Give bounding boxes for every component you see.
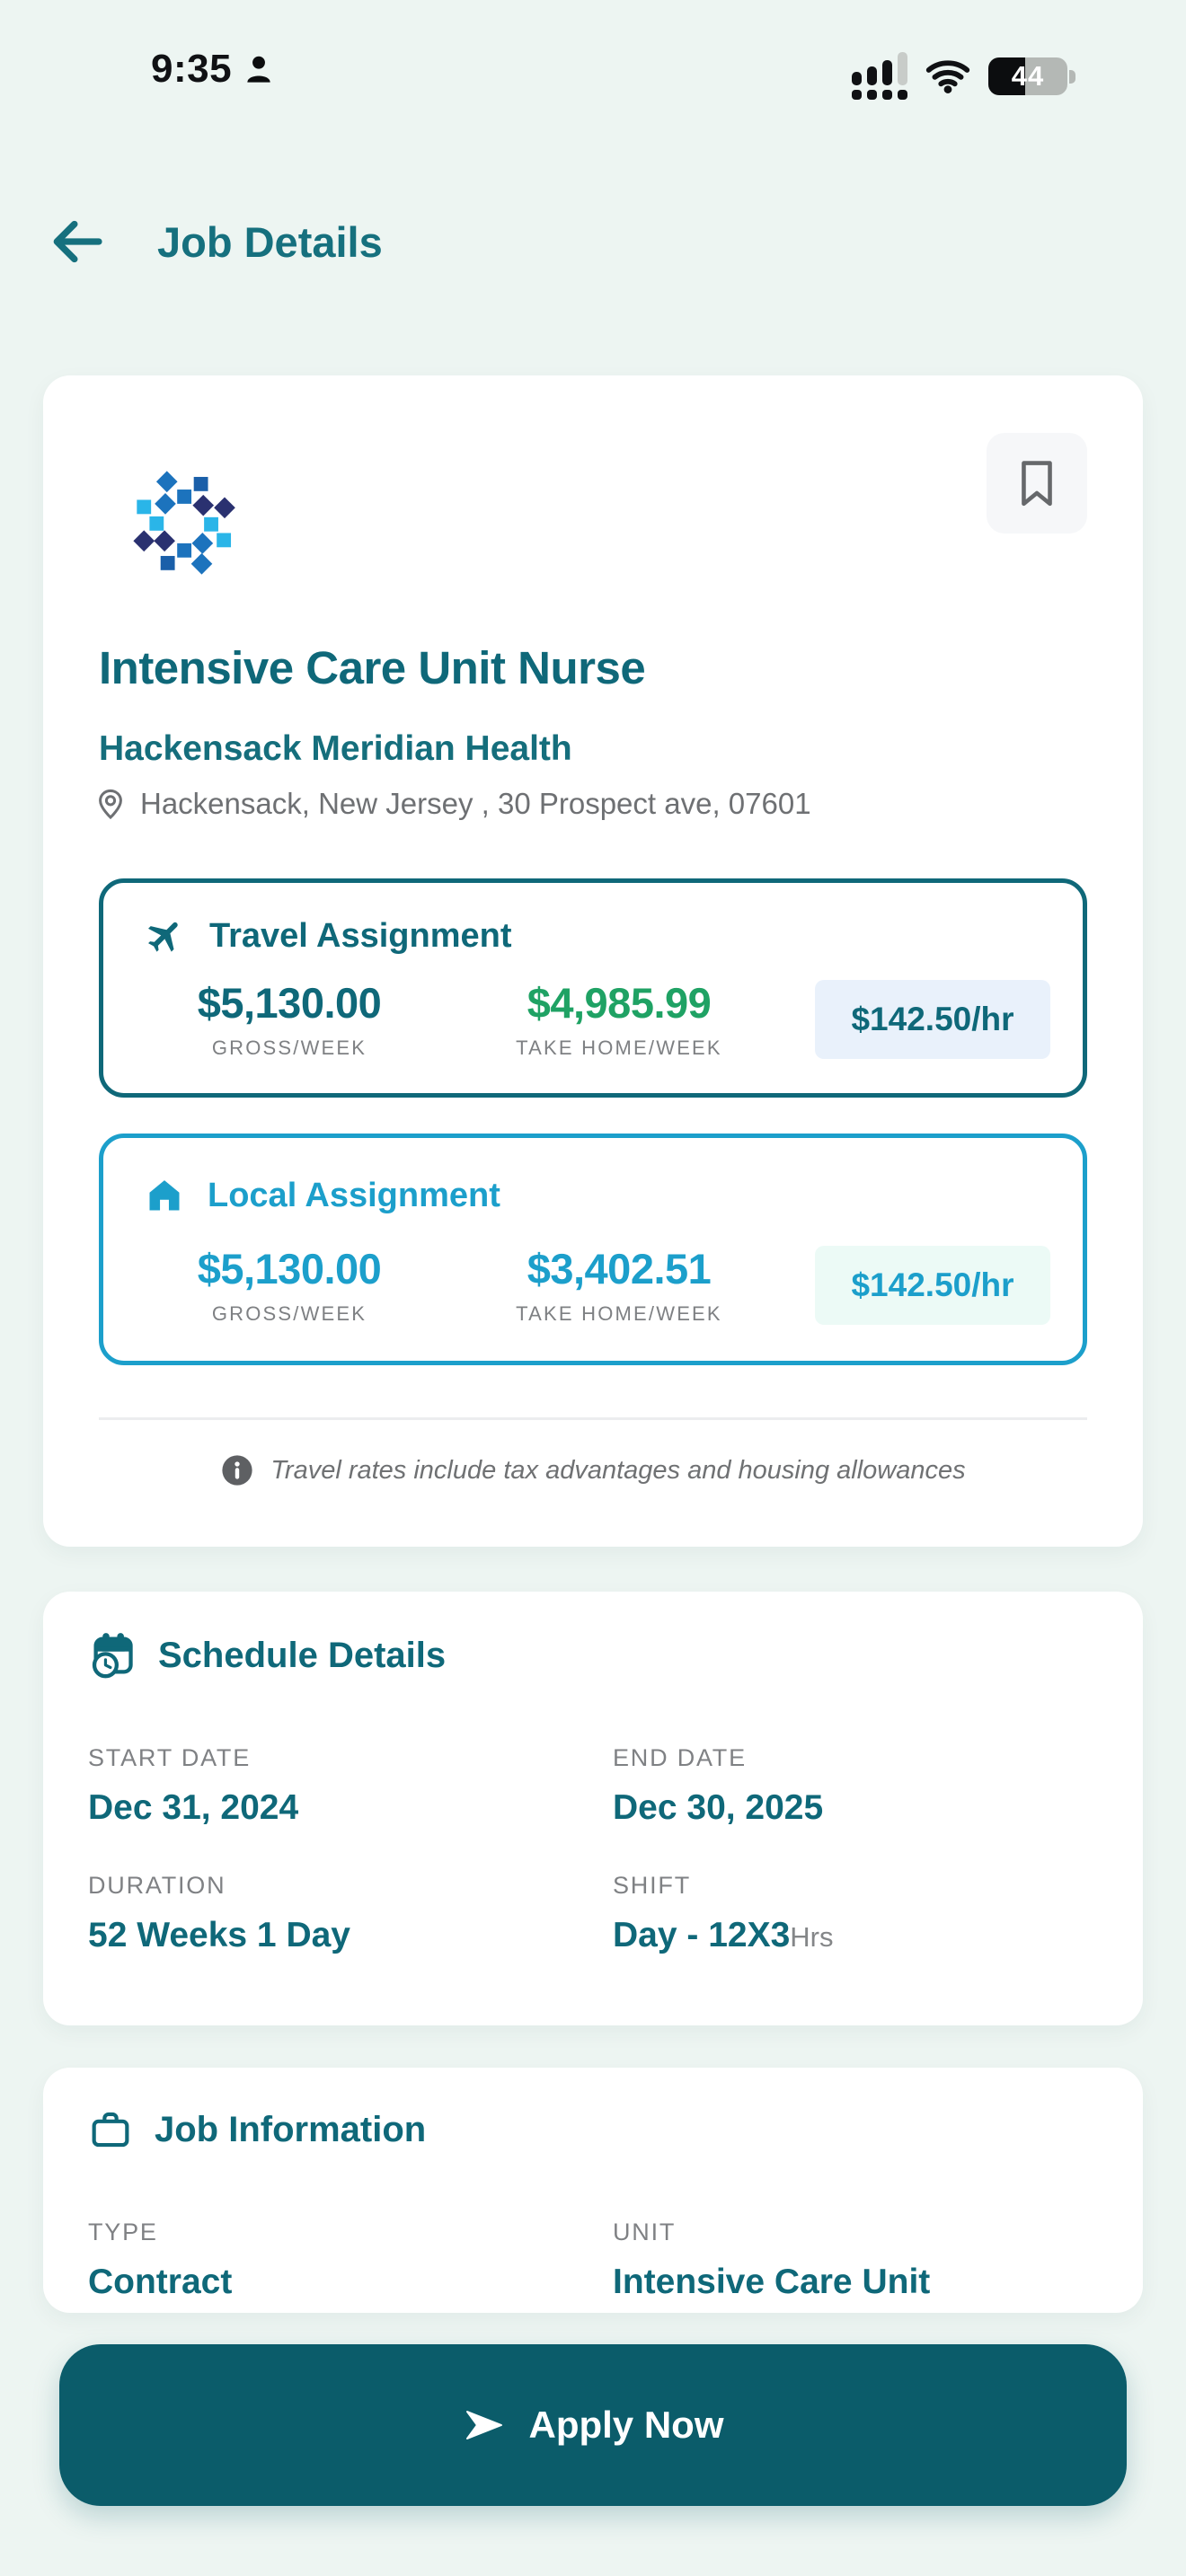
travel-gross bbox=[141, 978, 438, 1060]
job-information-header bbox=[88, 2107, 426, 2152]
unit-field bbox=[613, 2219, 930, 2302]
local-assignment-card[interactable] bbox=[99, 1134, 1087, 1365]
duration-label: DURATION bbox=[88, 1872, 226, 1899]
local-take-home bbox=[454, 1244, 784, 1326]
status-left bbox=[151, 47, 273, 92]
duration-value: 52 Weeks 1 Day bbox=[88, 1916, 350, 1954]
location-text: Hackensack, New Jersey , 30 Prospect ave, 07601 bbox=[140, 787, 811, 820]
bookmark-button[interactable] bbox=[987, 433, 1087, 534]
status-time: 9:35 bbox=[151, 47, 233, 91]
start-date-label: START DATE bbox=[88, 1744, 252, 1771]
back-button[interactable] bbox=[49, 217, 104, 268]
shift-field bbox=[613, 1872, 834, 1955]
company-name: Hackensack Meridian Health bbox=[99, 729, 572, 768]
apply-now-button[interactable] bbox=[59, 2344, 1127, 2506]
local-pay-row bbox=[141, 1244, 1050, 1326]
schedule-details-header bbox=[88, 1631, 446, 1680]
local-take-home-label: TAKE HOME/WEEK bbox=[516, 1302, 722, 1325]
job-location bbox=[93, 787, 811, 821]
local-assignment-label: Local Assignment bbox=[208, 1176, 500, 1214]
battery-percent: 44 bbox=[1011, 59, 1045, 92]
travel-hourly-rate-badge: $142.50/hr bbox=[815, 980, 1050, 1059]
divider bbox=[99, 1417, 1087, 1420]
unit-label: UNIT bbox=[613, 2219, 677, 2245]
travel-assignment-header bbox=[145, 915, 512, 957]
local-gross bbox=[141, 1244, 438, 1326]
page-title: Job Details bbox=[157, 218, 383, 266]
send-icon bbox=[463, 2404, 506, 2447]
job-summary-card bbox=[43, 375, 1143, 1547]
duration-field bbox=[88, 1872, 350, 1955]
travel-take-home-label: TAKE HOME/WEEK bbox=[516, 1037, 722, 1059]
local-take-home-value: $3,402.51 bbox=[527, 1245, 712, 1292]
local-gross-label: GROSS/WEEK bbox=[211, 1302, 367, 1325]
calendar-clock-icon bbox=[88, 1631, 137, 1680]
info-icon bbox=[220, 1453, 254, 1487]
start-date-value: Dec 31, 2024 bbox=[88, 1788, 299, 1827]
schedule-details-card bbox=[43, 1592, 1143, 2025]
bookmark-icon bbox=[1018, 459, 1056, 507]
cellular-signal-icon bbox=[852, 52, 907, 100]
travel-gross-label: GROSS/WEEK bbox=[211, 1037, 367, 1059]
briefcase-icon bbox=[88, 2107, 133, 2152]
travel-take-home bbox=[454, 978, 784, 1060]
rates-note bbox=[43, 1453, 1143, 1487]
travel-take-home-value: $4,985.99 bbox=[527, 979, 712, 1027]
unit-value: Intensive Care Unit bbox=[613, 2263, 931, 2301]
person-icon bbox=[244, 53, 273, 85]
shift-label: SHIFT bbox=[613, 1872, 691, 1899]
job-information-title: Job Information bbox=[155, 2109, 427, 2149]
job-information-card bbox=[43, 2068, 1143, 2313]
local-gross-value: $5,130.00 bbox=[197, 1245, 382, 1292]
location-pin-icon bbox=[93, 787, 128, 821]
apply-now-label: Apply Now bbox=[528, 2404, 724, 2446]
plane-icon bbox=[145, 915, 186, 957]
type-field bbox=[88, 2219, 232, 2302]
travel-pay-row bbox=[141, 978, 1050, 1060]
job-title: Intensive Care Unit Nurse bbox=[99, 642, 646, 693]
company-logo bbox=[126, 447, 244, 578]
home-icon bbox=[145, 1176, 184, 1215]
status-right bbox=[852, 52, 1067, 100]
local-assignment-header bbox=[145, 1176, 500, 1215]
travel-gross-value: $5,130.00 bbox=[197, 979, 382, 1027]
shift-hours-suffix: Hrs bbox=[790, 1921, 834, 1953]
wifi-icon bbox=[925, 59, 970, 93]
status-bar bbox=[0, 47, 1186, 122]
type-value: Contract bbox=[88, 2263, 233, 2301]
rates-note-text: Travel rates include tax advantages and housing allowances bbox=[270, 1455, 966, 1485]
shift-value: Day - 12X3Hrs bbox=[613, 1916, 834, 1954]
battery-icon bbox=[988, 57, 1067, 95]
arrow-left-icon bbox=[49, 218, 104, 265]
local-hourly-rate-badge: $142.50/hr bbox=[815, 1246, 1050, 1325]
end-date-value: Dec 30, 2025 bbox=[613, 1788, 824, 1827]
end-date-field bbox=[613, 1744, 823, 1828]
page-header bbox=[0, 212, 1186, 284]
schedule-details-title: Schedule Details bbox=[158, 1635, 447, 1675]
type-label: TYPE bbox=[88, 2219, 158, 2245]
travel-assignment-card[interactable] bbox=[99, 878, 1087, 1098]
travel-assignment-label: Travel Assignment bbox=[209, 916, 512, 955]
start-date-field bbox=[88, 1744, 298, 1828]
end-date-label: END DATE bbox=[613, 1744, 747, 1771]
